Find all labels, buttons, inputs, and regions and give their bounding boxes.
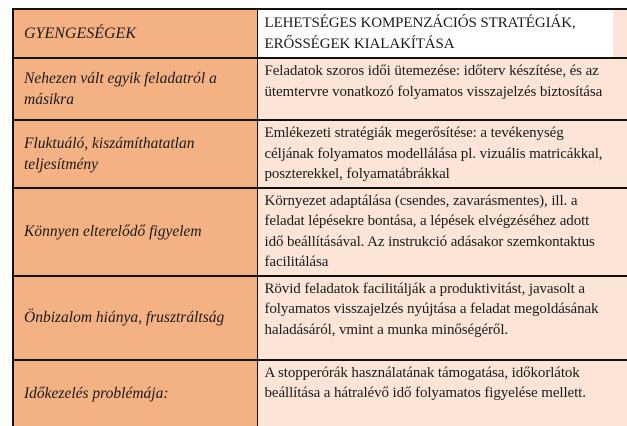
table-row bbox=[13, 188, 627, 276]
cutoff-strip-cell bbox=[613, 9, 627, 58]
table-row bbox=[13, 360, 627, 426]
table-row bbox=[13, 120, 627, 188]
strategy-cell: Feladatok szoros idői ütemezése: időterv készítése, és az ütemtervre vonatkozó folyamatos visszajelzés biztosítása bbox=[257, 58, 613, 120]
table-header-row bbox=[13, 9, 627, 58]
table-row bbox=[13, 58, 627, 120]
cutoff-strip-cell bbox=[613, 276, 627, 360]
header-strategies: LEHETSÉGES KOMPENZÁCIÓS STRATÉGIÁK, ERŐSSÉGEK KIALAKÍTÁSA bbox=[257, 9, 613, 58]
cutoff-strip-cell bbox=[613, 360, 627, 426]
cutoff-strip-cell bbox=[613, 120, 627, 188]
strategy-cell: Emlékezeti stratégiák megerősítése: a tevékenység céljának folyamatos modellálása pl. vizuális matricákkal, poszterekkel, folyamatábrákkal bbox=[257, 120, 613, 188]
weakness-cell: Nehezen vált egyik feladatról a másikra bbox=[13, 58, 257, 120]
strategy-cell: Környezet adaptálása (csendes, zavarásmentes), ill. a feladat lépésekre bontása, a lépések elvégzéséhez adott idő beállításával. Az instrukció adásakor szemkontaktus facilitálása bbox=[257, 188, 613, 276]
weakness-cell: Önbizalom hiánya, frusztráltság bbox=[13, 276, 257, 360]
weakness-cell: Időkezelés problémája: bbox=[13, 360, 257, 426]
weakness-cell: Fluktuáló, kiszámíthatatlan teljesítmény bbox=[13, 120, 257, 188]
cutoff-strip-cell bbox=[613, 58, 627, 120]
weaknesses-strategies-table bbox=[12, 8, 627, 426]
weakness-cell: Könnyen elterelődő figyelem bbox=[13, 188, 257, 276]
strategy-cell: Rövid feladatok facilitálják a produktivitást, javasolt a folyamatos visszajelzés nyújtása a feladat megoldásának haladásáról, vmint a munka minőségéről. bbox=[257, 276, 613, 360]
strategy-cell: A stopperórák használatának támogatása, időkorlátok beállítása a hátralévő idő folyamatos figyelése mellett. bbox=[257, 360, 613, 426]
header-weaknesses: GYENGESÉGEK bbox=[13, 9, 257, 58]
table-row bbox=[13, 276, 627, 360]
cutoff-strip-cell bbox=[613, 188, 627, 276]
